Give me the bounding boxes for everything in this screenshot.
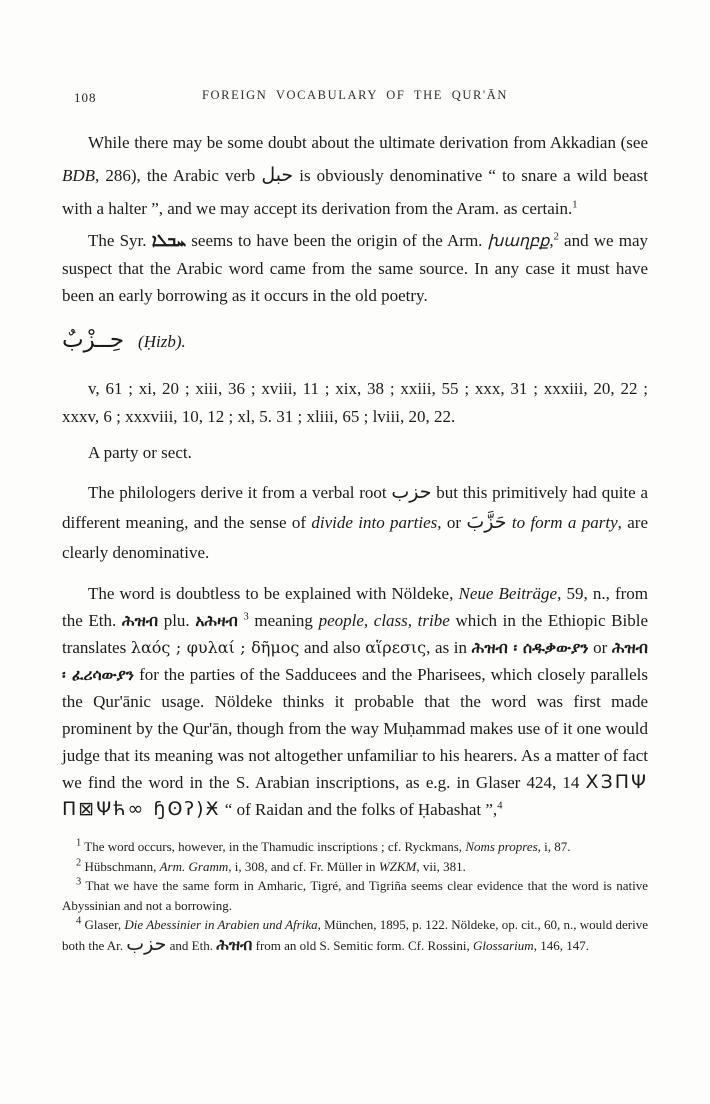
- segment-ar: حبل: [261, 164, 294, 186]
- footnote-marker: 4: [76, 915, 82, 927]
- text-segment: which in the Ethiopic Bible translates: [62, 611, 648, 657]
- segment-arm: խաղբք: [487, 233, 550, 250]
- text-segment: and also: [299, 638, 366, 657]
- text-segment: , München, 1895, p. 122. Nöldeke, op. cit., 60, n., would derive both the Ar.: [62, 917, 648, 953]
- footnotes: [62, 837, 648, 955]
- segment-gr: αἵρεσις: [365, 638, 427, 657]
- text-segment: The word is doubtless to be explained with Nöldeke,: [88, 584, 459, 603]
- segment-ar: حزب: [126, 932, 167, 955]
- segment-i: to form a party: [511, 513, 618, 532]
- text-segment: , as in: [426, 638, 472, 657]
- text-segment: or: [588, 638, 612, 657]
- text-segment: Hübschmann,: [81, 858, 160, 874]
- page-body: [62, 126, 648, 823]
- segment-syr: ܚܒܠܐ: [151, 231, 187, 251]
- arabic-headword: حِــزْبٌ: [62, 327, 125, 353]
- text-segment: , 146, 147.: [533, 937, 589, 953]
- segment-i: Die Abessinier in Arabien und Afrika: [124, 917, 318, 932]
- segment-i: divide into parties: [311, 513, 438, 532]
- footnote-1: [62, 837, 648, 857]
- segment-eth: ሕዝብ: [216, 935, 253, 954]
- text-segment: That we have the same form in Amharic, Tigré, and Tigriña seems clear evidence that the word is native Abyssinian and not a borrowing.: [62, 878, 648, 913]
- text-segment: , are clearly denominative.: [62, 513, 648, 562]
- footnote-marker: 3: [76, 876, 82, 888]
- text-segment: , or: [437, 513, 467, 532]
- footnote-3: [62, 876, 648, 915]
- text-segment: plu.: [158, 611, 196, 630]
- segment-eth: ሕዝብ ፡ ፈሪሳውያን: [62, 639, 648, 684]
- segment-eth: ሕዝብ ፡ ሰዱቃውያን: [471, 639, 589, 657]
- segment-i: Noms propres: [465, 839, 538, 854]
- segment-osa: XЗΠΨ Π⊠Ψћ∞ ɧʘʔ)Ӿ: [62, 771, 648, 820]
- entry-headword: [62, 327, 648, 367]
- text-segment: “ of Raidan and the folks of Ḥabashat ”,: [220, 800, 498, 819]
- text-segment: seems to have been the origin of the Arm.: [186, 231, 488, 250]
- entry-gloss: A party or sect.: [88, 443, 192, 462]
- footnote-marker: 1: [572, 199, 578, 211]
- text-segment: Glaser,: [81, 917, 125, 932]
- text-segment: ,: [549, 231, 554, 250]
- text-segment: , i, 308, and cf. Fr. Müller in: [228, 858, 379, 874]
- paragraph-philologers: [62, 478, 648, 568]
- quran-references: v, 61 ; xi, 20 ; xiii, 36 ; xviii, 11 ; xix, 38 ; xxiii, 55 ; xxx, 31 ; xxxiii, 20, 22 ; xxxv, 6 ; xxxviii, 10, 12 ; xl, 5. 31 ; xliii, 65 ; lviii, 20, 22.: [62, 379, 648, 426]
- segment-i: people, class, tribe: [318, 611, 450, 630]
- text-segment: The word occurs, however, in the Thamudic inscriptions ; cf. Ryckmans,: [81, 839, 466, 854]
- segment-i: WZKM: [378, 858, 417, 874]
- segment-i: Arm. Gramm: [159, 858, 229, 874]
- segment-eth: አሕዛብ: [195, 612, 238, 630]
- text-segment: , 286), the Arabic verb: [95, 166, 262, 185]
- paragraph-noldeke: [62, 580, 648, 823]
- segment-i: Glossarium: [473, 937, 534, 953]
- text-segment: and we may suspect that the Arabic word came from the same source. In any case it must have been an early borrowing as it occurs in the old poetry.: [62, 231, 649, 305]
- segment-ar: حزب: [391, 481, 432, 503]
- footnote-marker: 2: [553, 231, 559, 243]
- text-segment: and Eth.: [166, 937, 217, 953]
- text-segment: , vii, 381.: [416, 858, 466, 874]
- paragraph-derivation: [62, 126, 648, 225]
- text-segment: but this primitively had quite a different meaning, and the sense of: [62, 483, 648, 532]
- text-segment: , i, 87.: [537, 839, 571, 854]
- footnote-marker: 1: [76, 837, 82, 849]
- footnote-2: [62, 857, 648, 877]
- text-segment: The philologers derive it from a verbal root: [88, 483, 392, 502]
- page-header: [62, 88, 648, 108]
- running-title: FOREIGN VOCABULARY OF THE QUR'ĀN: [201, 88, 509, 102]
- text-segment: from an old S. Semitic form. Cf. Rossini,: [252, 937, 473, 953]
- text-segment: meaning: [248, 611, 319, 630]
- page-number: 108: [74, 90, 97, 105]
- text-segment: While there may be some doubt about the ultimate derivation from Akkadian (see: [88, 133, 648, 152]
- footnote-4: [62, 915, 648, 955]
- text-segment: for the parties of the Sadducees and the Pharisees, which closely parallels the Qur'ānic usage. Nöldeke thinks it probable that the word was first made prominent by the Qur'ān, though from the way Muḥammad makes use of it one would judge that its meaning was not altogether unfamiliar to his hearers. As a matter of fact we find the word in the S. Arabian inscriptions, as e.g. in Glaser 424, 14: [62, 665, 649, 792]
- segment-i: Neue Beiträge: [458, 584, 558, 603]
- segment-eth: ሕዝብ: [121, 612, 159, 630]
- segment-ar: حَزَّبَ: [466, 511, 507, 533]
- footnote-marker: 2: [76, 857, 82, 869]
- text-segment: The Syr.: [88, 231, 152, 250]
- text-segment: , 59, n., from the Eth.: [62, 584, 648, 630]
- headword-transliteration: (Ḥizb).: [138, 332, 186, 351]
- paragraph-syriac-origin: [62, 227, 648, 309]
- text-segment: is obviously denominative “ to snare a wild beast with a halter ”, and we may accept its derivation from the Aram. as certain.: [62, 166, 649, 218]
- footnote-marker: 4: [497, 800, 503, 812]
- segment-gr: λαός ; φυλαί ; δῆμος: [130, 638, 300, 657]
- footnote-marker: 3: [243, 611, 249, 623]
- segment-i: BDB: [62, 166, 96, 185]
